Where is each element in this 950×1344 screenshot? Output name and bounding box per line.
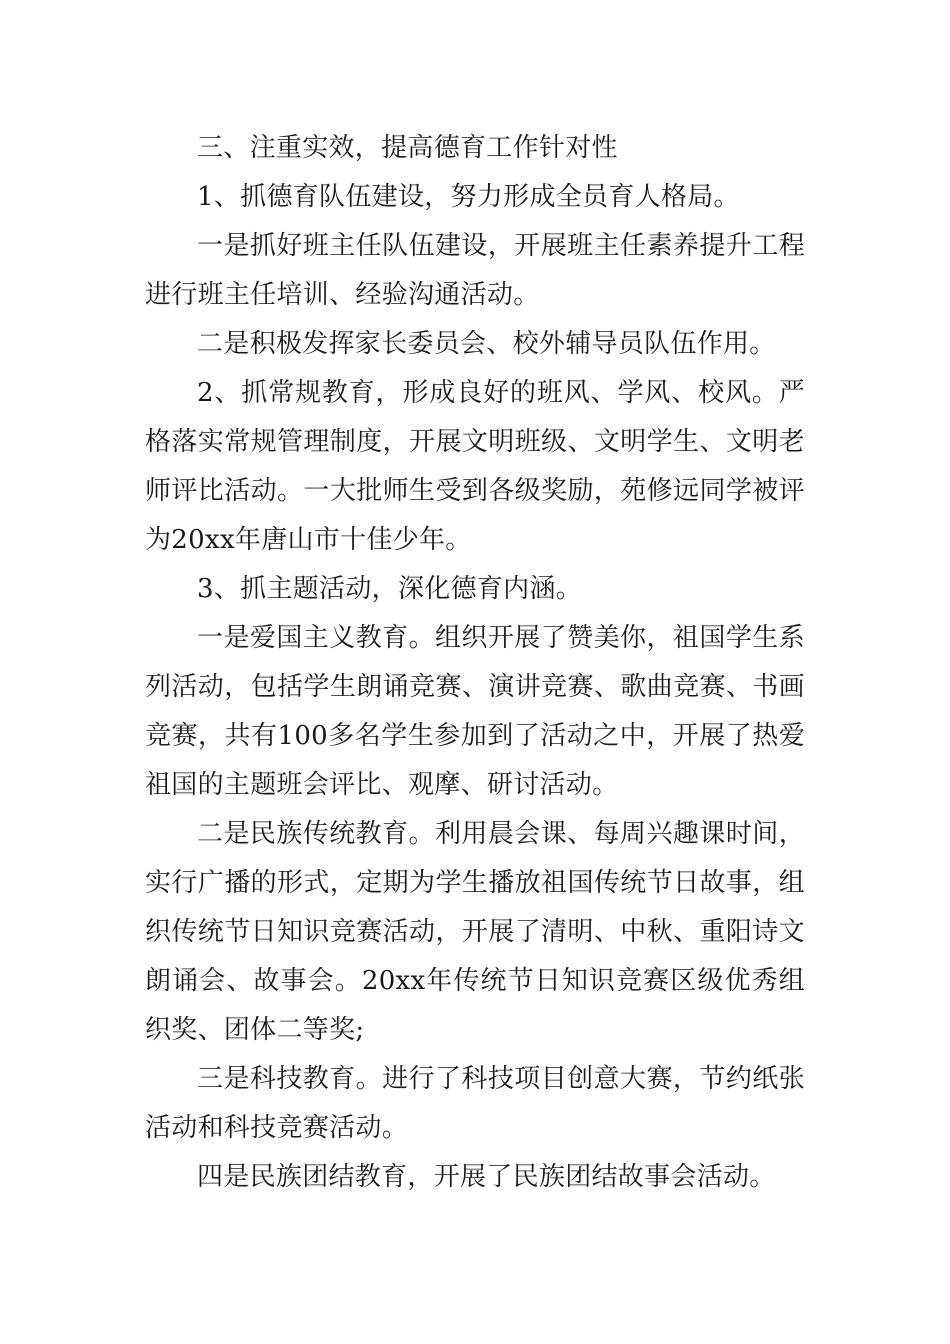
- section-heading: 三、注重实效，提高德育工作针对性: [197, 133, 618, 163]
- paragraph: 三是科技教育。进行了科技项目创意大赛，节约纸张活动和科技竞赛活动。: [145, 1064, 805, 1143]
- paragraph: 二是民族传统教育。利用晨会课、每周兴趣课时间，实行广播的形式，定期为学生播放祖国传统节日故事，组织传统节日知识竞赛活动，开展了清明、中秋、重阳诗文朗诵会、故事会。20xx年传统节日知识竞赛区级优秀组织奖、团体二等奖;: [145, 819, 805, 1045]
- paragraph: 一是爱国主义教育。组织开展了赞美你，祖国学生系列活动，包括学生朗诵竞赛、演讲竞赛、歌曲竞赛、书画竞赛，共有100多名学生参加到了活动之中，开展了热爱祖国的主题班会评比、观摩、研讨活动。: [145, 623, 805, 800]
- paragraph: 二是积极发挥家长委员会、校外辅导员队伍作用。: [197, 329, 776, 359]
- paragraph: 一是抓好班主任队伍建设，开展班主任素养提升工程进行班主任培训、经验沟通活动。: [145, 231, 805, 310]
- paragraph: 四是民族团结教育，开展了民族团结故事会活动。: [197, 1162, 776, 1192]
- paragraph: 2、抓常规教育，形成良好的班风、学风、校风。严格落实常规管理制度，开展文明班级、文明学生、文明老师评比活动。一大批师生受到各级奖励，苑修远同学被评为20xx年唐山市十佳少年。: [145, 378, 805, 555]
- document-body: [145, 124, 805, 1202]
- paragraph: 3、抓主题活动，深化德育内涵。: [197, 574, 583, 604]
- paragraph: 1、抓德育队伍建设，努力形成全员育人格局。: [197, 182, 740, 212]
